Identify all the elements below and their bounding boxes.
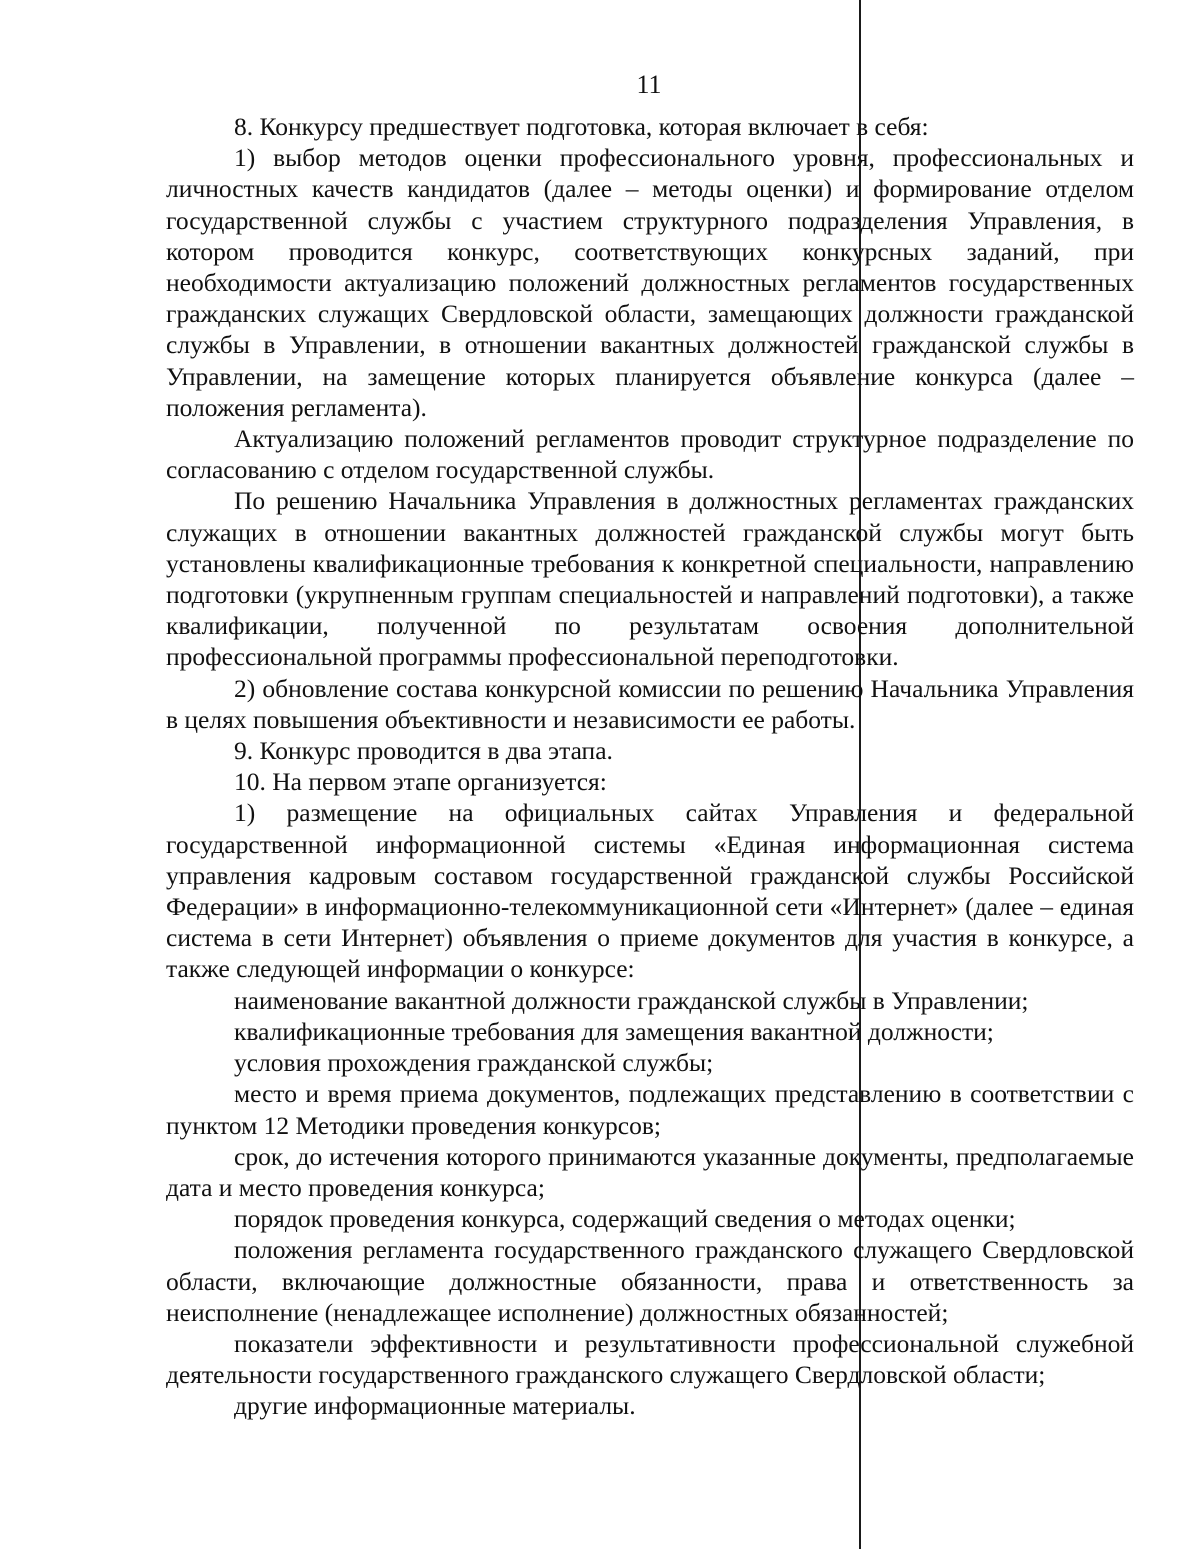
document-body	[166, 111, 1134, 1422]
paragraph-8-item-1: 1) выбор методов оценки профессионального уровня, профессиональных и личностных качеств кандидатов (далее – методы оценки) и формирование отделом государственной службы с участием структурного подразделения Управления, в котором проводится конкурс, соответствующих конкурсных заданий, при необходимости актуализацию положений должностных регламентов государственных гражданских служащих Свердловской области, замещающих должности гражданской службы в Управлении, в отношении вакантных должностей гражданской службы в Управлении, на замещение которых планируется объявление конкурса (далее – положения регламента).	[166, 143, 1134, 422]
list-item-other-materials: другие информационные материалы.	[234, 1391, 636, 1421]
list-item-service-conditions: условия прохождения гражданской службы;	[234, 1048, 714, 1078]
list-item-place-time: место и время приема документов, подлежащих представлению в соответствии с пунктом 12 Методики проведения конкурсов;	[166, 1079, 1134, 1140]
list-item-performance-indicators: показатели эффективности и результативности профессиональной служебной деятельности государственного гражданского служащего Свердловской области;	[166, 1328, 1134, 1390]
paragraph-8-intro: 8. Конкурсу предшествует подготовка, которая включает в себя:	[234, 112, 929, 141]
paragraph-10-intro: 10. На первом этапе организуется:	[234, 767, 607, 797]
paragraph-head-decision: По решению Начальника Управления в должностных регламентах гражданских служащих в отношении вакантных должностей гражданской службы могут быть установлены квалификационные требования к конкретной специальности, направлению подготовки (укрупненным группам специальностей и направлений подготовки), а также квалификации, полученной по результатам освоения дополнительной профессиональной программы профессиональной переподготовки.	[166, 486, 1134, 672]
list-item-position-name: наименование вакантной должности гражданской службы в Управлении;	[234, 985, 1029, 1015]
paragraph-10-item-1: 1) размещение на официальных сайтах Управления и федеральной государственной информационной системы «Единая информационная система управления кадровым составом государственной гражданской службы Российской Федерации» в информационно-телекоммуникационной сети «Интернет» (далее – единая система в сети Интернет) объявления о приеме документов для участия в конкурсе, а также следующей информации о конкурсе:	[166, 798, 1134, 984]
paragraph-actualization: Актуализацию положений регламентов проводит структурное подразделение по согласованию с отделом государственной службы.	[166, 424, 1134, 485]
list-item-qualification: квалификационные требования для замещения вакантной должности;	[234, 1016, 994, 1046]
paragraph-9: 9. Конкурс проводится в два этапа.	[234, 736, 613, 766]
paragraph-8-item-2: 2) обновление состава конкурсной комиссии по решению Начальника Управления в целях повышения объективности и независимости ее работы.	[166, 673, 1134, 734]
list-item-procedure: порядок проведения конкурса, содержащий сведения о методах оценки;	[234, 1204, 1016, 1234]
list-item-deadline: срок, до истечения которого принимаются указанные документы, предполагаемые дата и место проведения конкурса;	[166, 1141, 1134, 1202]
page-number: 11	[636, 70, 662, 99]
list-item-regulation-provisions: положения регламента государственного гражданского служащего Свердловской области, включающие должностные обязанности, права и ответственность за неисполнение (ненадлежащее исполнение) должностных обязанностей;	[166, 1235, 1134, 1327]
